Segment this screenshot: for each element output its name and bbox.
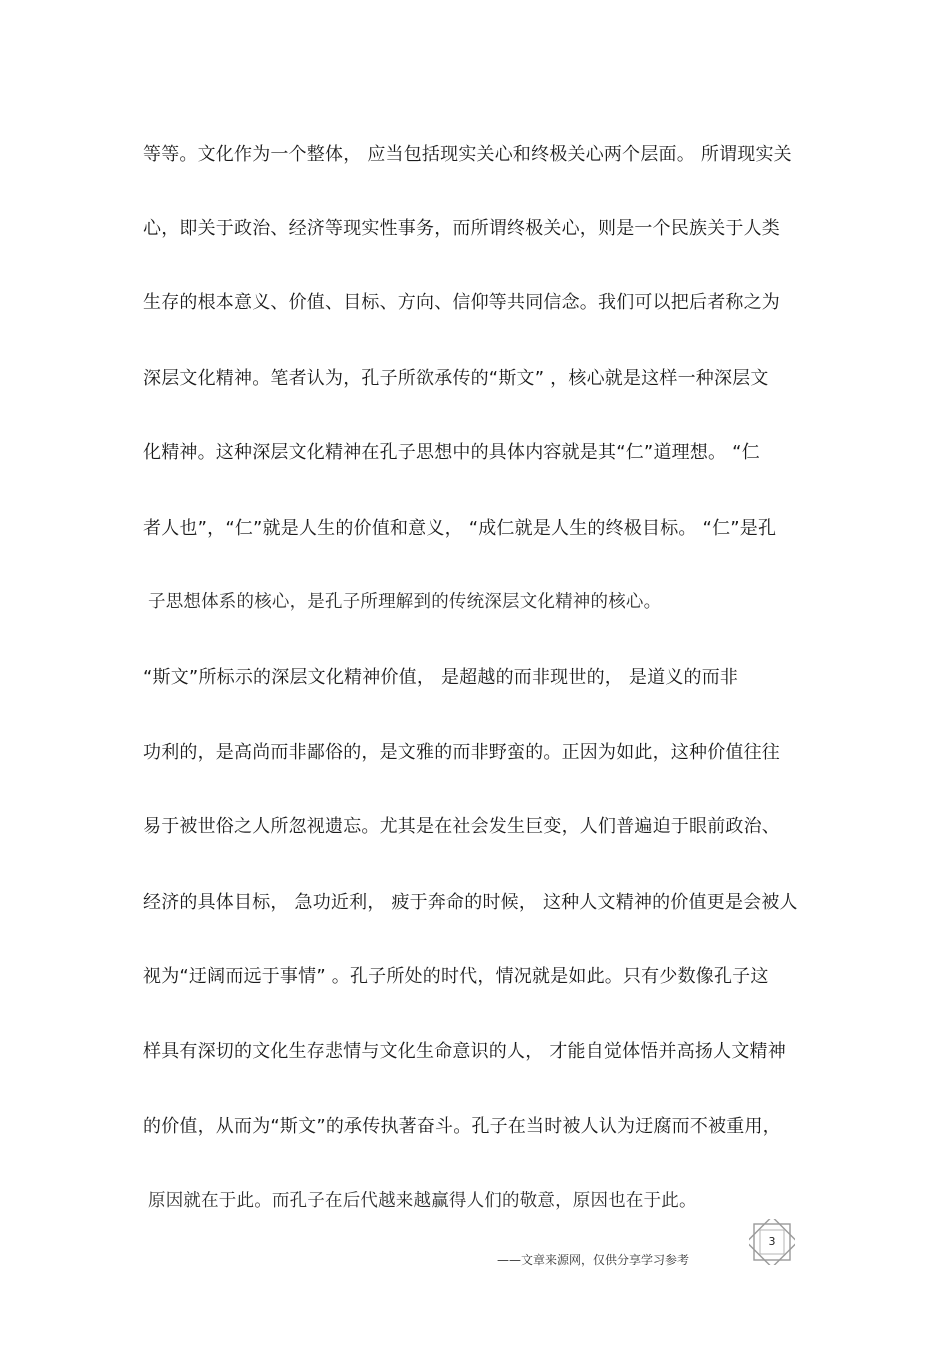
page-number-badge	[749, 1219, 795, 1265]
text-line: 者人也”，“仁”就是人生的价值和意义， “成仁就是人生的终极目标。 “仁”是孔	[143, 518, 777, 539]
text-line: 原因就在于此。而孔子在后代越来越赢得人们的敬意，原因也在于此。	[148, 1191, 697, 1211]
text-line: 等等。文化作为一个整体， 应当包括现实关心和终极关心两个层面。 所谓现实关	[143, 144, 792, 165]
page-number: 3	[768, 1235, 776, 1248]
text-line: 生存的根本意义、价值、目标、方向、信仰等共同信念。我们可以把后者称之为	[143, 292, 780, 313]
text-line: 视为“迂阔而远于事情” 。孔子所处的时代，情况就是如此。只有少数像孔子这	[143, 966, 769, 987]
text-line: 易于被世俗之人所忽视遗忘。尤其是在社会发生巨变，人们普遍迫于眼前政治、	[143, 816, 780, 837]
text-line: 深层文化精神。笔者认为，孔子所欲承传的“斯文” ，核心就是这样一种深层文	[143, 368, 769, 389]
text-line: 化精神。这种深层文化精神在孔子思想中的具体内容就是其“仁”道理想。 “仁	[143, 442, 760, 463]
text-line: 功利的，是高尚而非鄙俗的，是文雅的而非野蛮的。正因为如此，这种价值往往	[143, 742, 780, 763]
text-line: 的价值，从而为“斯文”的承传执著奋斗。孔子在当时被人认为迂腐而不被重用，	[143, 1116, 781, 1137]
text-line: 心，即关于政治、经济等现实性事务，而所谓终极关心，则是一个民族关于人类	[143, 218, 780, 239]
text-line: 经济的具体目标， 急功近利， 疲于奔命的时候， 这种人文精神的价值更是会被人	[143, 892, 798, 913]
text-line: “斯文”所标示的深层文化精神价值， 是超越的而非现世的， 是道义的而非	[143, 667, 739, 688]
footer-source-note: ——文章来源网，仅供分享学习参考	[497, 1253, 690, 1267]
text-line: 子思想体系的核心，是孔子所理解到的传统深层文化精神的核心。	[148, 592, 662, 612]
text-line: 样具有深切的文化生存悲情与文化生命意识的人， 才能自觉体悟并高扬人文精神	[143, 1041, 786, 1062]
